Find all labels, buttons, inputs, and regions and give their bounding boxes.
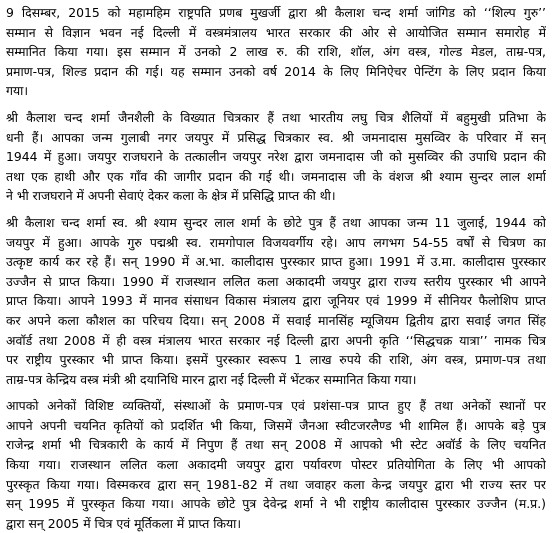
text-line: पुरस्कृत किया गया। विस्मकरव द्वारा सन् 1981-82 में तथा जवाहर कला केन्द्र जयपुर द्वारा भी राज्य स्तर पर (6, 476, 546, 492)
text-line: प्रमाण-पत्र, शिल्ड प्रदान की गई। यह सम्मान उनको वर्ष 2014 के लिए मिनिऐचर पेन्टिंग के लिए प्रदान किया (6, 63, 546, 79)
paragraph-awards-career (6, 213, 546, 389)
text-line: ताम्र-पत्र केन्द्रिय वस्त्र मंत्री श्री दयानिधि मारन द्वारा नई दिल्ली में भेंटकर सम्मानित किया गया। (6, 371, 417, 387)
paragraph-shilp-guru-award (6, 3, 546, 101)
text-line: राजेन्द्र शर्मा भी चित्रकारी के कार्य में निपुण हैं तथा सन् 2008 में आपको भी स्टेट अवॉर्ड के लिए चयनित (6, 437, 546, 453)
text-line: उज्जैन से प्राप्त किया। 1990 में राजस्थान ललित कला अकादमी जयपुर द्वारा राज्य स्तरीय पुरस्कार भी आपने (6, 273, 546, 289)
text-line: 9 दिसम्बर, 2015 को महामहिम राष्ट्रपति प्रणब मुखर्जी द्वारा श्री कैलाश चन्द शर्मा जांगिड को ‘‘शिल्प गुरु’’ (6, 5, 546, 20)
text-line: जयपुर में हुआ। आपके गुरु पद्मश्री स्व. रामगोपाल विजयवर्गीय रहे। आप लगभग 54-55 वर्षों से चित्रण का (6, 234, 546, 250)
text-line: आपने अपनी चयनित कृतियों को प्रदर्शित भी किया, जिसमें जैनआ स्वीटजरलैण्ड भी शामिल हैं। आपके बड़े पुत्र (6, 417, 546, 433)
text-line: धनी हैं। आपका जन्म गुलाबी नगर जयपुर में प्रसिद्ध चित्रकार स्व. श्री जमनादास मुसव्विर के परिवार में सन् (6, 129, 546, 145)
text-line: ने भी राजघराने में अपनी सेवाएं देकर कला के क्षेत्र में प्रसिद्धि प्राप्त की थी। (6, 188, 336, 204)
text-line: अवॉर्ड तथा 2008 में ही वस्त्र मंत्रालय भारत सरकार नई दिल्ली द्वारा अपनी कृति ‘‘सिद्धचक्र यात्रा’’ नामक चित्र (6, 332, 546, 348)
text-line: सन् 1995 में पुरस्कृत किया गया। आपके छोटे पुत्र देवेन्द्र शर्मा ने भी राष्ट्रीय कालीदास पुरस्कार उज्जैन (म.प्र.) (6, 496, 546, 512)
text-line: द्वारा सन् 2005 में चित्र एवं मूर्तिकला में प्राप्त किया। (6, 515, 242, 531)
document-body (6, 3, 546, 531)
text-line: तथा एक हाथी और एक गाँव की जागीर प्रदान की गई थी। जमनादास जी के वंशज श्री श्याम सुन्दर लाल शर्मा (6, 168, 546, 184)
text-line: उत्कृष्ट कार्य कर रहे हैं। सन् 1990 में अ.भा. कालीदास पुरस्कार प्राप्त हुआ। 1991 में उ.मा. कालीदास पुरस्कार (6, 254, 546, 270)
text-line: कर अपने कला कौशल का परिचय दिया। सन् 2008 में सवाई मानसिंह म्यूजियम द्वितीय द्वारा सवाई जगत सिंह (6, 312, 546, 328)
paragraph-biography (6, 108, 546, 206)
text-line: गया। (6, 83, 29, 99)
text-line: 1944 में हुआ। जयपुर राजघराने के तत्कालीन जयपुर नरेश द्वारा जमनादास जी को मुसव्विर की उपाधि प्रदान की (6, 149, 546, 165)
text-line: किया गया। राजस्थान ललित कला अकादमी जयपुर द्वारा पर्यावरण पोस्टर प्रतियोगिता के लिए भी आपको (6, 457, 546, 473)
text-line: श्री कैलाश चन्द शर्मा जैनशैली के विख्यात चित्रकार हैं तथा भारतीय लघु चित्र शैलियों में बहुमुखी प्रतिभा के (6, 109, 546, 125)
text-line: श्री कैलाश चन्द शर्मा स्व. श्री श्याम सुन्दर लाल शर्मा के छोटे पुत्र हैं तथा आपका जन्म 11 जुलाई, 1944 को (6, 214, 546, 230)
text-line: सम्मानित किया गया। इस सम्मान में उनको 2 लाख रु. की राशि, शॉल, अंग वस्त्र, गोल्ड मेडल, ताम्र-पत्र, (6, 44, 546, 60)
text-line: सम्मान से विज्ञान भवन नई दिल्ली में वस्त्रमंत्रालय भारत सरकार की ओर से आयोजित सम्मान समारोह में (6, 24, 546, 40)
paragraph-family-achievements (6, 396, 546, 533)
text-line: आपको अनेकों विशिष्ट व्यक्तियों, संस्थाओं के प्रमाण-पत्र एवं प्रशंसा-पत्र प्राप्त हुए हैं तथा अनेकों स्थानों पर (6, 398, 546, 414)
text-line: प्राप्त किया। आपने 1993 में मानव संसाधन विकास मंत्रालय द्वारा जूनियर एवं 1999 में सीनियर फैलोशिप प्राप्त (6, 293, 546, 309)
text-line: पर राष्ट्रीय पुरस्कार भी प्राप्त किया। इसमें पुरस्कार स्वरूप 1 लाख रुपये की राशि, अंग वस्त्र, प्रमाण-पत्र तथा (6, 352, 546, 368)
